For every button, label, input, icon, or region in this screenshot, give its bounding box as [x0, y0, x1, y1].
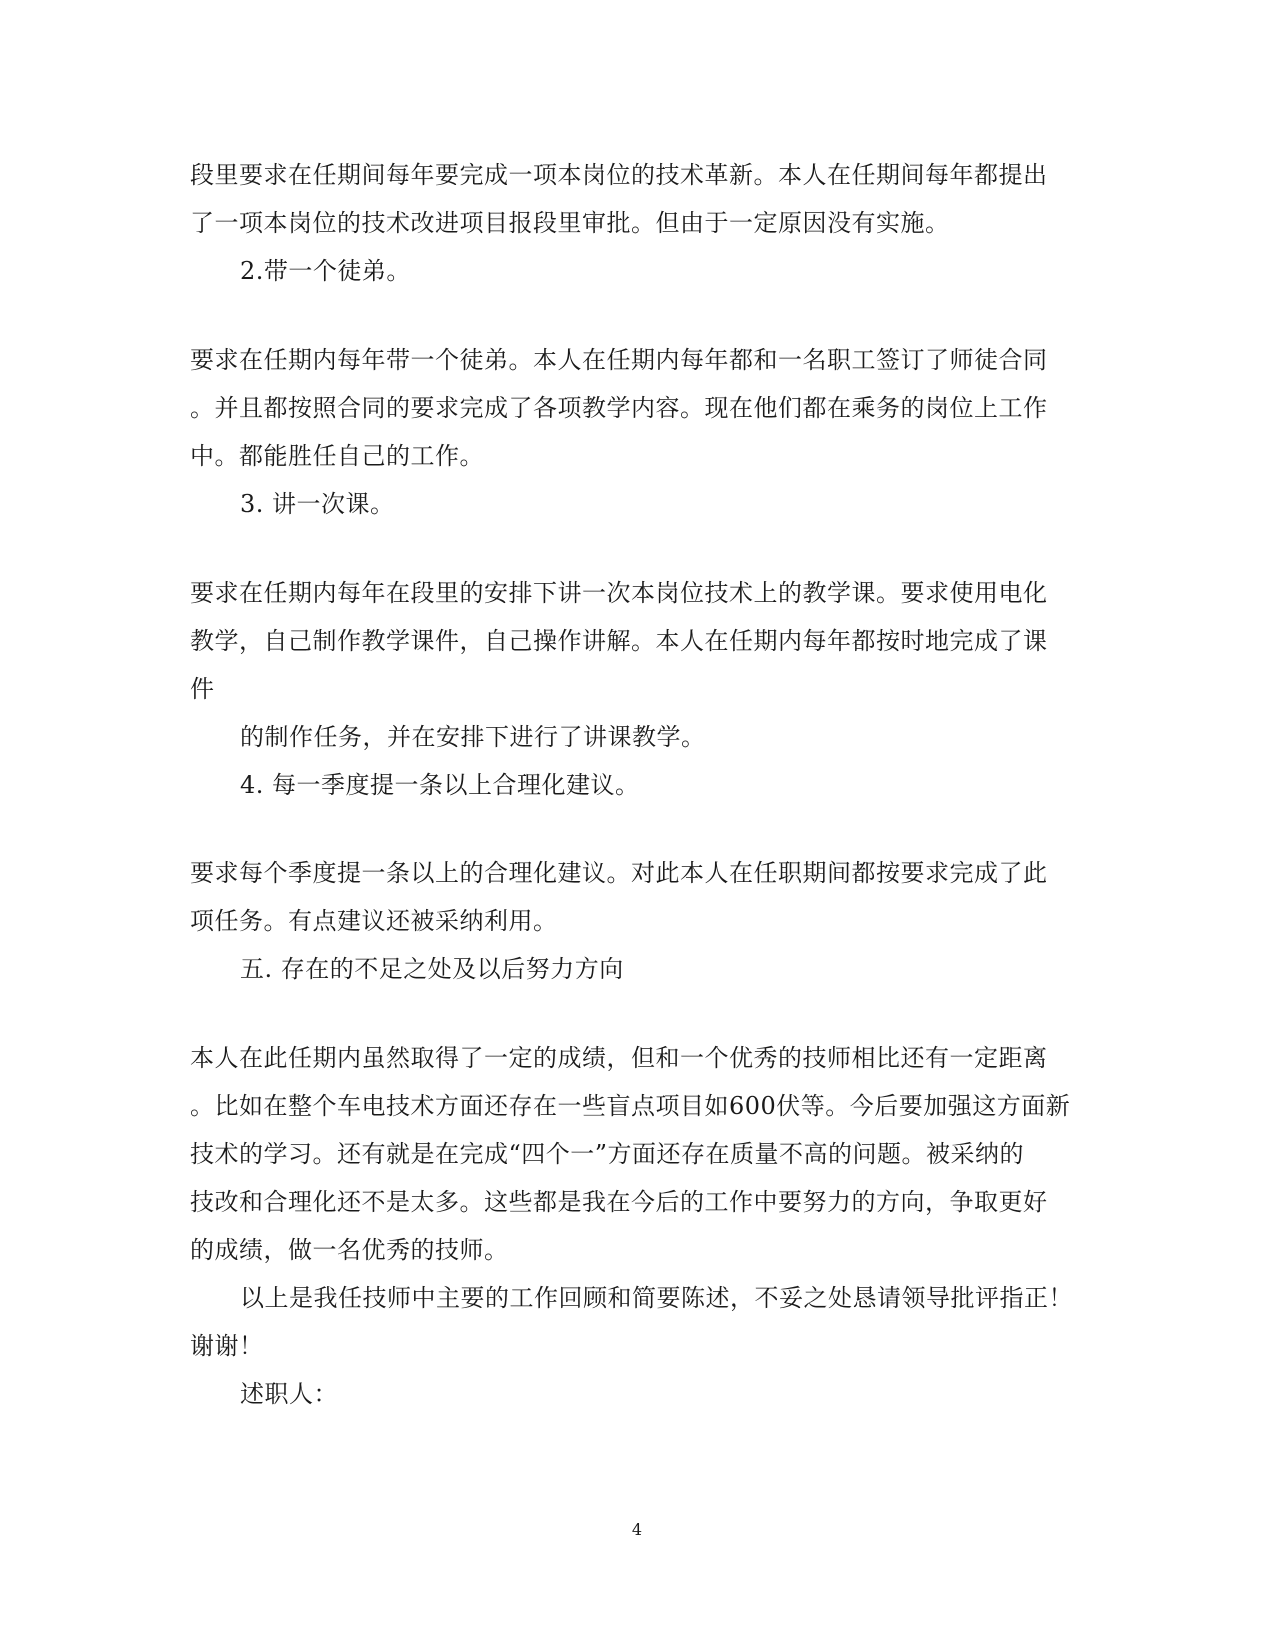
text-line: 中。都能胜任自己的工作。: [190, 442, 484, 470]
text-line: 。并且都按照合同的要求完成了各项教学内容。现在他们都在乘务的岗位上工作: [190, 394, 1048, 422]
section-heading: 五. 存在的不足之处及以后努力方向: [240, 955, 624, 983]
text-line: 技改和合理化还不是太多。这些都是我在今后的工作中要努力的方向，争取更好: [190, 1188, 1048, 1216]
text-line: 本人在此任期内虽然取得了一定的成绩，但和一个优秀的技师相比还有一定距离: [190, 1044, 1048, 1072]
text-line: 技术的学习。还有就是在完成“四个一”方面还存在质量不高的问题。被采纳的: [190, 1140, 1025, 1168]
text-line: 项任务。有点建议还被采纳利用。: [190, 907, 558, 935]
section-heading: 2.带一个徒弟。: [240, 257, 411, 285]
text-line: 要求在任期内每年在段里的安排下讲一次本岗位技术上的教学课。要求使用电化: [190, 579, 1048, 607]
text-line: 了一项本岗位的技术改进项目报段里审批。但由于一定原因没有实施。: [190, 209, 950, 237]
text-line: 要求每个季度提一条以上的合理化建议。对此本人在任职期间都按要求完成了此: [190, 859, 1048, 887]
text-line: 段里要求在任期间每年要完成一项本岗位的技术革新。本人在任期间每年都提出: [190, 161, 1048, 189]
section-heading: 3. 讲一次课。: [240, 490, 395, 518]
text-line: 谢谢！: [190, 1332, 264, 1360]
text-line: 的制作任务，并在安排下进行了讲课教学。: [240, 723, 706, 751]
text-line: 以上是我任技师中主要的工作回顾和简要陈述，不妥之处恳请领导批评指正！: [240, 1284, 1073, 1312]
text-line: 。比如在整个车电技术方面还存在一些盲点项目如600伏等。今后要加强这方面新: [190, 1092, 1071, 1120]
text-line: 的成绩，做一名优秀的技师。: [190, 1236, 509, 1264]
signature-label: 述职人：: [240, 1380, 338, 1408]
text-line: 件: [190, 675, 215, 703]
text-line: 教学，自己制作教学课件，自己操作讲解。本人在任期内每年都按时地完成了课: [190, 627, 1048, 655]
section-heading: 4. 每一季度提一条以上合理化建议。: [240, 771, 640, 799]
text-line: 要求在任期内每年带一个徒弟。本人在任期内每年都和一名职工签订了师徒合同: [190, 346, 1048, 374]
page-number: 4: [631, 1520, 643, 1539]
